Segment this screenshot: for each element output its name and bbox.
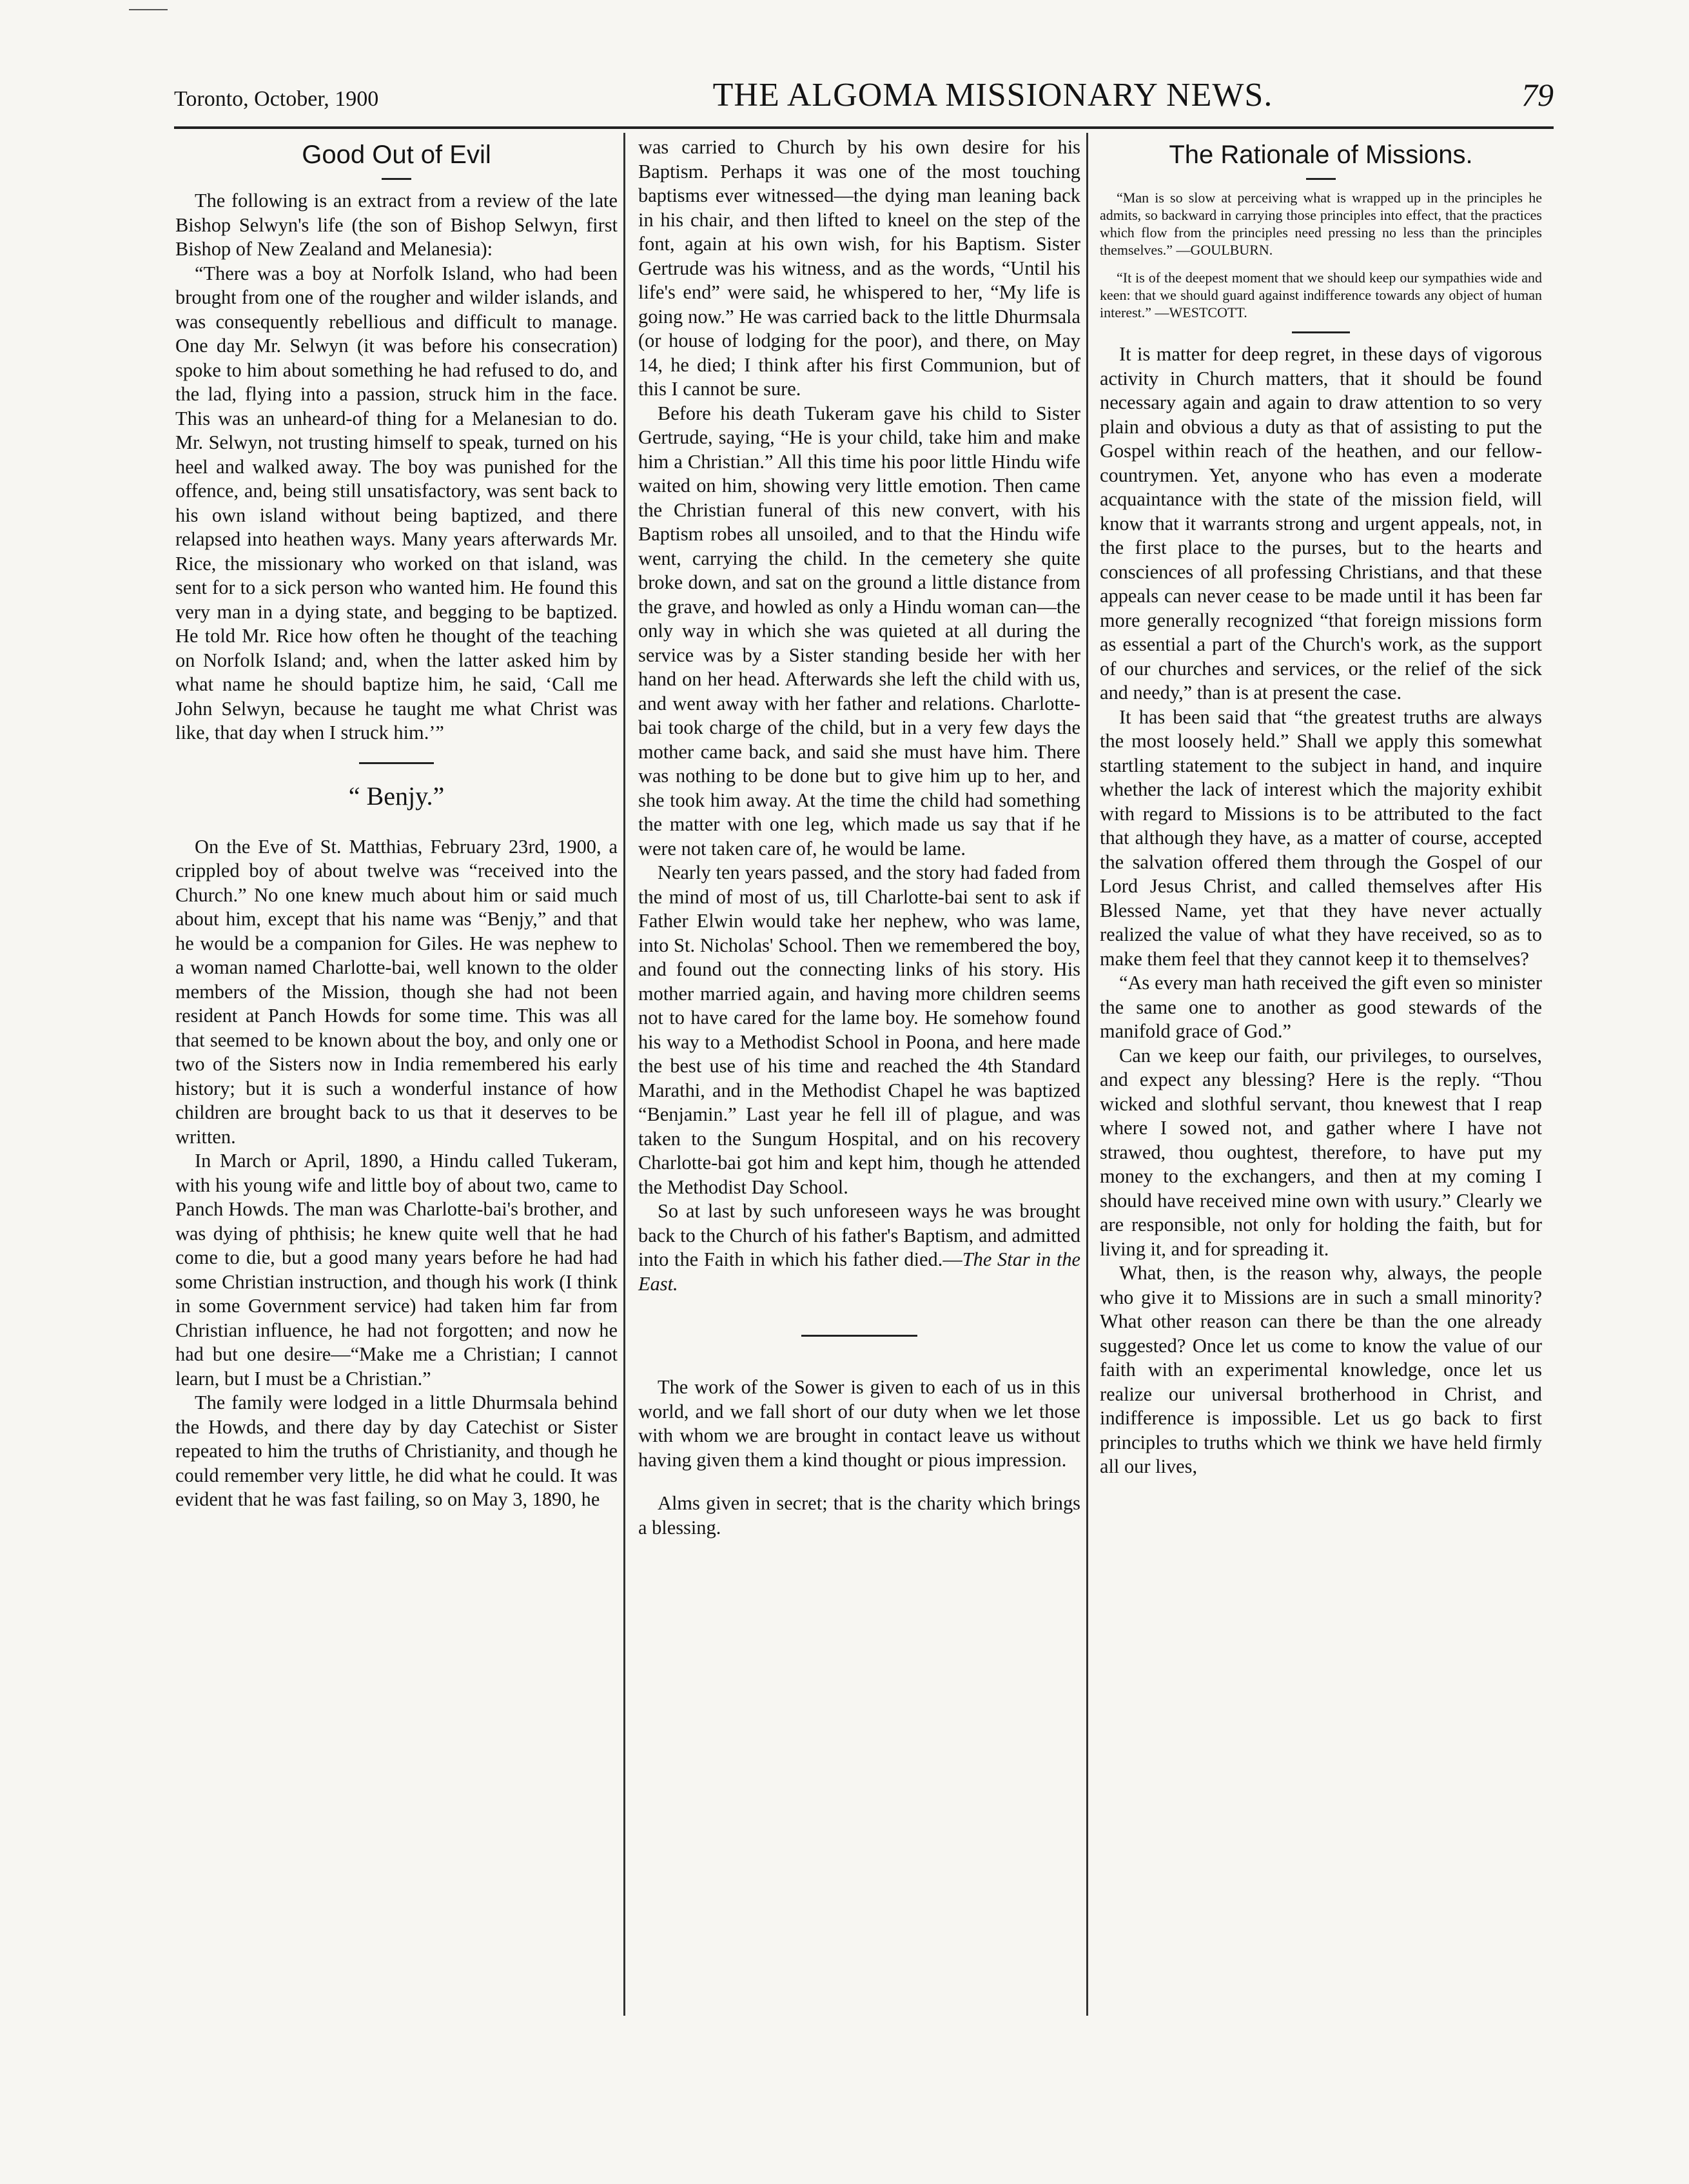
article-separator — [359, 762, 434, 764]
filler-sower: The work of the Sower is given to each of us in this world, and we fall short of our duty when we let those with whom we are brought in contact leave us without having given them a kind thought or pious impression. — [638, 1376, 1080, 1471]
article-separator — [801, 1335, 917, 1337]
paragraph: was carried to Church by his own desire for his Baptism. Perhaps it was one of the most touching baptisms ever witnessed—the dying man leaning back in his chair, and then lifted to kneel on the step of the font, again at his own wish, for his Baptism. Sister Gertrude was his witness, and as the words, “Until his life's end” were said, he whispered to her, “My life is going now.” He was carried back to the little Dhurmsala (or house of lodging for the poor), and there, on May 14, he died; I think after his first Communion, but of this I cannot be sure. — [638, 136, 1080, 400]
column-2 — [638, 135, 1080, 1540]
page-number: 79 — [1521, 77, 1554, 113]
column-divider-2 — [1086, 133, 1088, 2016]
paragraph: On the Eve of St. Matthias, February 23rd, 1900, a crippled boy of about twelve was “received into the Church.” No one knew much about him or said much about him, except that his name was “Benjy,” and that he would be a companion for Giles. He was nephew to a woman named Charlotte-bai, well known to the older members of the Mission, though she had not been resident at Panch Howds for some time. This was all that seemed to be known about the boy, and only one or two of the Sisters now in India remembered his early history; but it is such a wonderful instance of how children are brought back to us that it deserves to be written. — [175, 835, 618, 1148]
paragraph — [638, 1199, 1080, 1296]
paragraph: The family were lodged in a little Dhurmsala behind the Howds, and there day by day Catechist or Sister repeated to him the truths of Christianity, and though he could remember very little, he did what he could. It was evident that he was fast failing, so on May 3, 1890, he — [175, 1392, 618, 1510]
paragraph: In March or April, 1890, a Hindu called Tukeram, with his young wife and little boy of about two, came to Panch Howds. The man was Charlotte-bai's brother, and was dying of phthisis; he knew quite well that he had come to die, but a good many years before he had had some Christian instruction, and though his work (I think in some Government service) had taken him far from Christian influence, he had not forgotten; and now he had but one desire—“Make me a Christian; I cannot learn, but I must be a Christian.” — [175, 1150, 618, 1390]
closing-sentence: So at last by such unforeseen ways he was brought back to the Church of his father's Baptism, and admitted into the Faith in which his father died.— — [638, 1200, 1080, 1270]
epigraph-attribution: —WESTCOTT. — [1155, 304, 1247, 320]
paragraph: What, then, is the reason why, always, the people who give it to Missions are in such a small minority? What other reason can there be than the one already suggested? Once let us come to know the value of our faith with an experimental knowledge, once let us realize our universal brotherhood in Christ, and indifference is impossible. Let us go back to first principles to truths which we think we have held firmly all our lives, — [1100, 1262, 1542, 1477]
issue-date: Toronto, October, 1900 — [174, 87, 379, 111]
article-benjy — [175, 781, 618, 1512]
paragraph: The following is an extract from a review of the late Bishop Selwyn's life (the son of Bishop Selwyn, first Bishop of New Zealand and Melanesia): — [175, 190, 618, 260]
source-citation: The Star in the East. — [638, 1248, 1080, 1295]
epigraph: “It is of the deepest moment that we should keep our sympathies wide and keen: that we should guard against indifference towards any object of human interest.” —WESTCOTT. — [1100, 270, 1542, 320]
paragraph: Can we keep our faith, our privileges, to ourselves, and expect any blessing? Here is the reply. “Thou wicked and slothful servant, thou knewest that I reap where I sowed not, and gather where I have not strawed, thou oughtest, therefore, to have put my money to the exchangers, and then at my coming I should have received mine own with usury.” Clearly we are responsible, not only for holding the faith, but for living it, and for spreading it. — [1100, 1044, 1542, 1260]
title-dash — [382, 178, 411, 180]
epigraph-attribution: —GOULBURN. — [1176, 242, 1273, 258]
epigraph-separator — [1292, 331, 1350, 333]
column-1 — [175, 135, 618, 1512]
paragraph: It has been said that “the greatest truths are always the most loosely held.” Shall we apply this somewhat startling statement to the subject in hand, and inquire whether the lack of interest which the majority exhibit with regard to Missions is to be attributed to the fact that although they have, as a matter of course, accepted the salvation offered them through the Gospel of our Lord Jesus Christ, and called themselves after His Blessed Name, yet that they have never actually realized the value of what they have received, so as to make them feel that they cannot keep it to themselves? — [1100, 705, 1542, 970]
article-title: Good Out of Evil — [302, 141, 491, 169]
paragraph: It is matter for deep regret, in these days of vigorous activity in Church matters, that it should be found necessary again and again to draw attention to so very plain and obvious a duty as that of assisting to put the Gospel within reach of the heathen, and our fellow-countrymen. Yet, anyone who has even a moderate acquaintance with the state of the mission field, will know that it warrants strong and urgent appeals, not, in the first place to the purses, but to the hearts and consciences of all professing Christians, and that these appeals can never cease to be made until it has been far more generally recognized “that foreign missions form as essential a part of the Church's work, as the support of our churches and services, or the relief of the sick and needy,” than is at present the case. — [1100, 343, 1542, 703]
epigraphs — [1100, 189, 1542, 321]
masthead — [174, 76, 1554, 121]
column-3 — [1100, 135, 1542, 1479]
filler-alms: Alms given in secret; that is the charity which brings a blessing. — [638, 1492, 1080, 1539]
article-title: “ Benjy.” — [348, 781, 445, 811]
masthead-rule — [174, 126, 1554, 129]
article-title: The Rationale of Missions. — [1169, 141, 1473, 169]
title-dash — [1306, 178, 1336, 180]
article-good-out-of-evil — [175, 139, 618, 745]
paragraph: Before his death Tukeram gave his child to Sister Gertrude, saying, “He is your child, take him and make him a Christian.” All this time his poor little Hindu wife waited on him, showing very little emotion. Then came the Christian funeral of this new convert, with his Baptism robes all unsoiled, and to that the Hindu wife went, carrying the child. In the cemetery she quite broke down, and sat on the ground a little distance from the grave, and howled as only a Hindu woman can—the only way in which she was quieted at all during the service was by a Sister standing beside her with her hand on her head. Afterwards she left the child with us, and went away with her father and relations. Charlotte-bai took charge of the child, but in a very few days the mother came back, and said she must have him. There was nothing to be done but to give him up to her, and she took him away. At the time the child had something the matter with one leg, which made us say that if he were not taken care of, he would be lame. — [638, 402, 1080, 860]
paragraph: “As every man hath received the gift even so minister the same one to another as good stewards of the manifold grace of God.” — [1100, 972, 1542, 1042]
paragraph: Nearly ten years passed, and the story had faded from the mind of most of us, till Charlotte-bai sent to ask if Father Elwin would take her nephew, who was lame, into St. Nicholas' School. Then we remembered the boy, and found out the connecting links of his story. His mother married again, and having more children seems not to have cared for the lame boy. He somehow found his way to a Methodist School in Poona, and here made the best use of his time and reached the 4th Standard Marathi, and in the Methodist Chapel he was baptized “Benjamin.” Last year he fell ill of plague, and was taken to the Sungum Hospital, and on his recovery Charlotte-bai got him and kept him, though he attended the Methodist Day School. — [638, 861, 1080, 1198]
article-benjy-continued — [638, 135, 1080, 1296]
paragraph: “There was a boy at Norfolk Island, who had been brought from one of the rougher and wilder islands, and was consequently rebellious and difficult to manage. One day Mr. Selwyn (it was before his consecration) spoke to him about something he had refused to do, and the lad, flying into a passion, struck him in the face. This was an unheard-of thing for a Melanesian to do. Mr. Selwyn, not trusting himself to speak, turned on his heel and walked away. The boy was punished for the offence, and, being still unsatisfactory, was sent back to his own island without being baptized, and there relapsed into heathen ways. Many years afterwards Mr. Rice, the missionary who worked on that island, was sent for to a sick person who wanted him. He found this very man in a dying state, and begging to be baptized. He told Mr. Rice how often he thought of the teaching on Norfolk Island; and, when the latter asked him by what name he should baptize him, he said, ‘Call me John Selwyn, because he taught me what Christ was like, that day when I struck him.’” — [175, 262, 618, 743]
scan-mark — [129, 9, 168, 10]
publication-title: THE ALGOMA MISSIONARY NEWS. — [712, 77, 1273, 113]
epigraph: “Man is so slow at perceiving what is wrapped up in the principles he admits, so backward in carrying those principles into effect, that the practices which flow from the principles need pressing no less than the principles themselves.” —GOULBURN. — [1100, 190, 1542, 258]
article-rationale-of-missions — [1100, 139, 1542, 1479]
column-divider-1 — [623, 133, 625, 2016]
